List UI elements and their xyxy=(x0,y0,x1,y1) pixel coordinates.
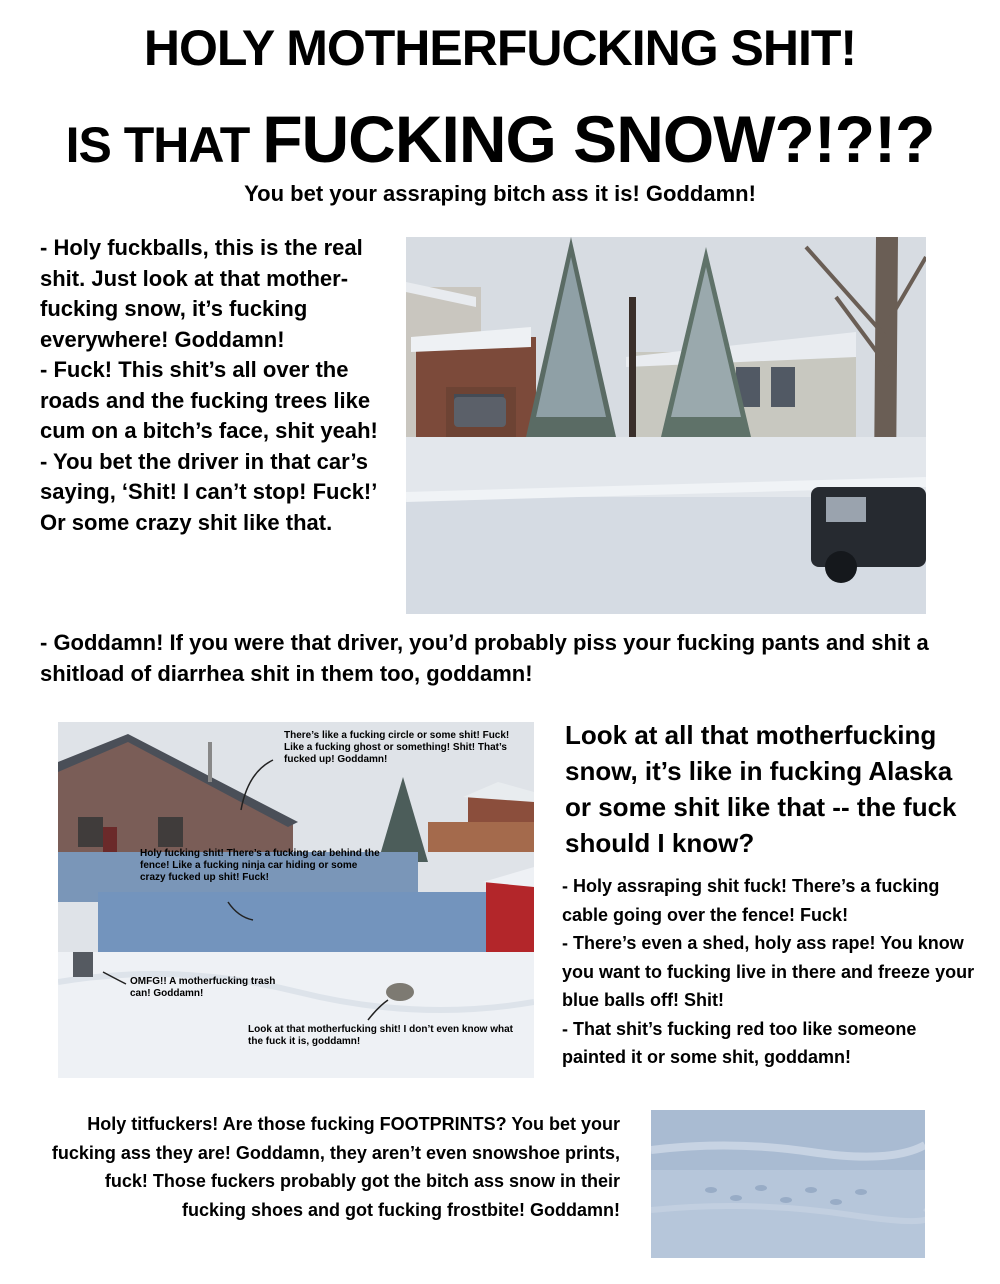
annotation-circle: There’s like a fucking circle or some shit! Fuck! Like a fucking ghost or something! Shit! That’s fucked up! Goddamn! xyxy=(284,730,510,765)
section1-wide-item xyxy=(40,628,960,689)
snowy-street-photo xyxy=(406,237,926,614)
snowy-street-image xyxy=(406,237,926,614)
annotation-car: Holy fucking shit! There’s a fucking car behind the fence! Like a fucking ninja car hiding or some crazy fucked up shit! Fuck! xyxy=(140,848,380,883)
section2-item: - Holy assraping shit fuck! There’s a fucking cable going over the fence! Fuck! xyxy=(562,876,940,925)
section1-item: - Fuck! This shit’s all over the roads and the fucking trees like cum on a bitch’s face, shit yeah! xyxy=(40,357,378,443)
section1-list xyxy=(40,233,395,538)
section1-item: - You bet the driver in that car’s saying, ‘Shit! I can’t stop! Fuck!’ Or some crazy shit like that. xyxy=(40,448,377,535)
section2-heading: Look at all that motherfucking snow, it’s like in fucking Alaska or some shit like that -- the fuck should I know? xyxy=(565,720,957,858)
section1-item: - Holy fuckballs, this is the real shit. Just look at that mother-fucking snow, it’s fucking everywhere! Goddamn! xyxy=(40,235,363,352)
backyard-photo xyxy=(58,722,534,1078)
section2-list xyxy=(562,872,982,1072)
page-subtitle: You bet your assraping bitch ass it is! Goddamn! xyxy=(244,181,756,206)
annotation-unknown-thing: Look at that motherfucking shit! I don’t even know what the fuck it is, goddamn! xyxy=(248,1024,514,1047)
page-title-line2-small: IS THAT xyxy=(65,117,263,173)
section2-item: - There’s even a shed, holy ass rape! You know you want to fucking live in there and freeze your blue balls off! Shit! xyxy=(562,933,975,1010)
page-title-line1: HOLY MOTHERFUCKING SHIT! xyxy=(143,20,857,76)
annotation-trash-can: OMFG!! A motherfucking trash can! Goddamn! xyxy=(130,976,276,999)
section2-item: - That shit’s fucking red too like someone painted it or some shit, goddamn! xyxy=(562,1018,917,1067)
footprints-image xyxy=(651,1110,925,1258)
page-title-line2-big: FUCKING SNOW?!?!? xyxy=(262,102,935,176)
footprints-photo xyxy=(651,1110,925,1258)
section3-paragraph: Holy titfuckers! Are those fucking FOOTPRINTS? You bet your fucking ass they are! Goddamn, they aren’t even snowshoe prints, fuck! Those fuckers probably got the bitch ass snow in their fucking shoes and got fucking frostbite! Goddamn! xyxy=(51,1114,620,1220)
section1-item: - Goddamn! If you were that driver, you’d probably piss your fucking pants and shit a shitload of diarrhea shit in them too, goddamn! xyxy=(40,630,929,686)
